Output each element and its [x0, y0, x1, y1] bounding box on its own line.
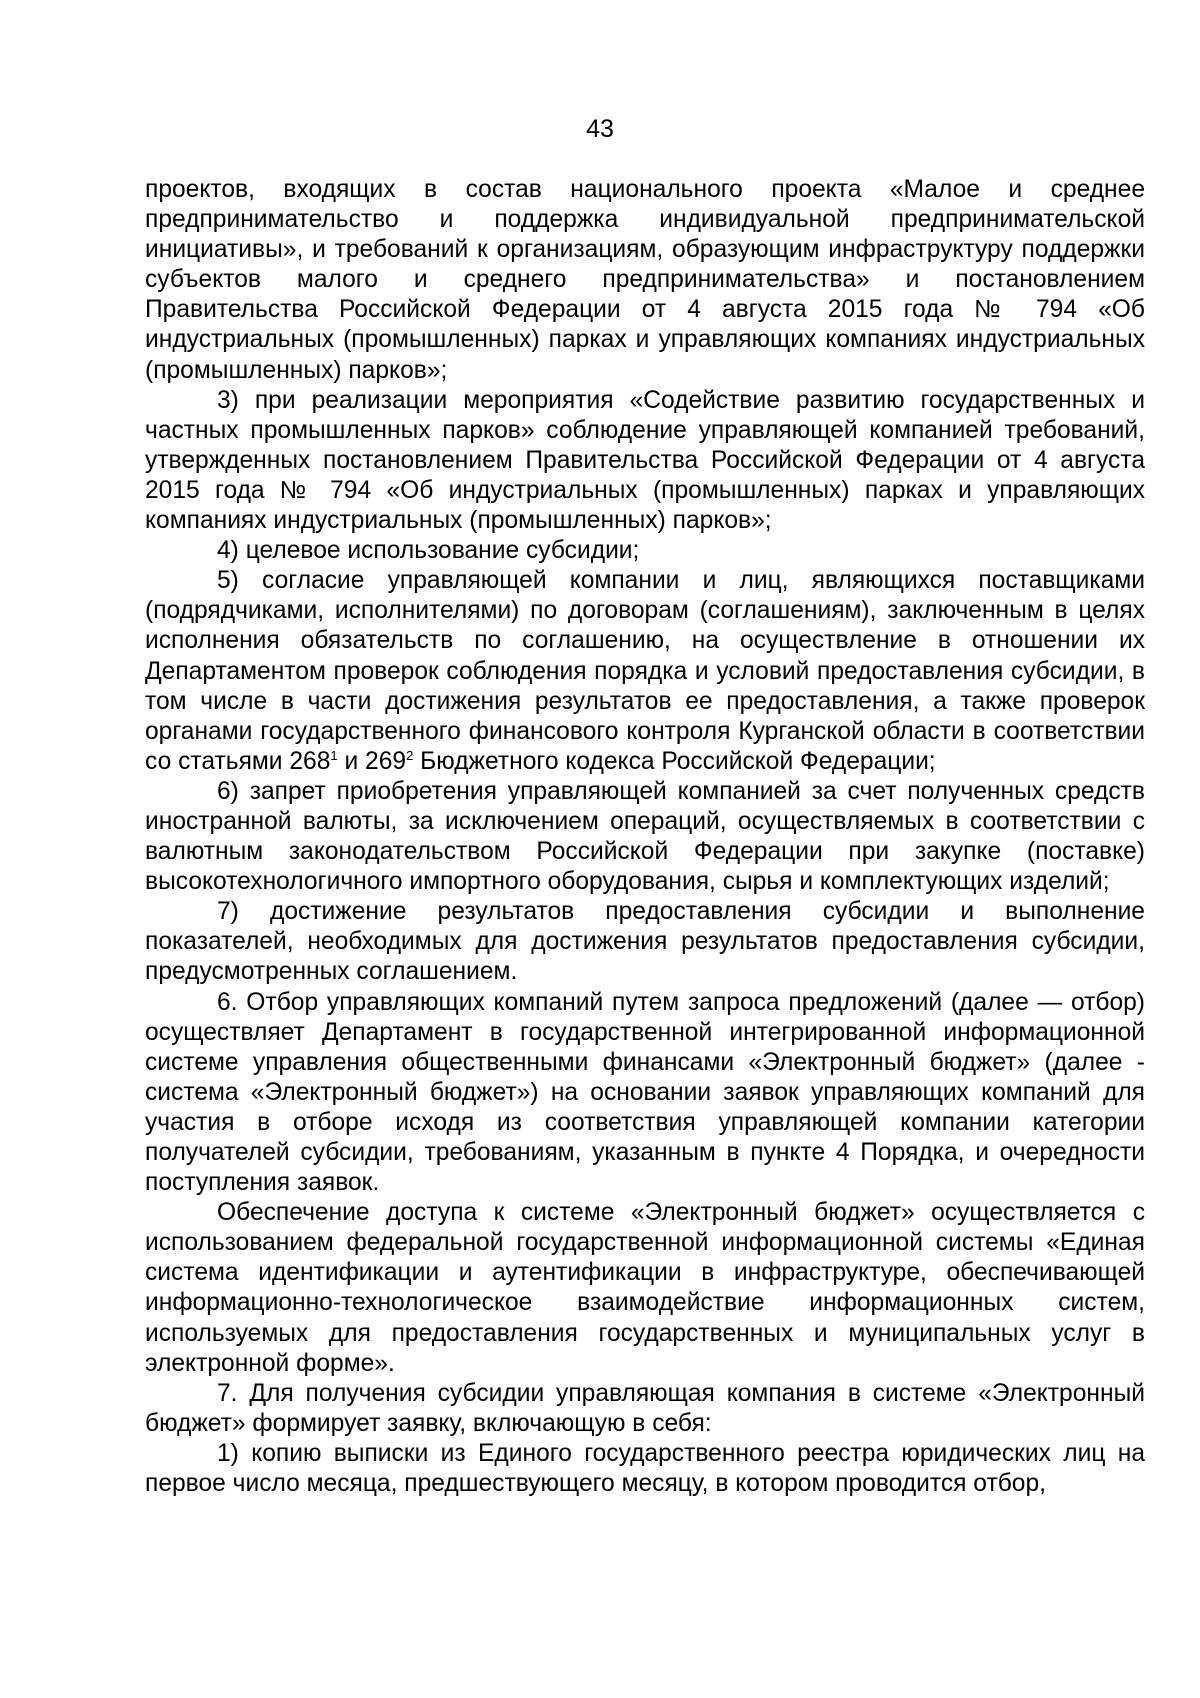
- paragraph-1: проектов, входящих в состав национального проекта «Малое и среднее предпринимательство и поддержка индивидуальной предпринимательской инициативы», и требований к организациям, образующим инфраструктуру поддержки субъектов малого и среднего предпринимательства» и постановлением Правительства Российской Федерации от 4 августа 2015 года № 794 «Об индустриальных (промышленных) парках и управляющих компаниях индустриальных (промышленных) парков»;: [145, 176, 1145, 384]
- paragraph-item-4: 4) целевое использование субсидии;: [217, 537, 640, 565]
- paragraph-section-7: 7. Для получения субсидии управляющая компания в системе «Электронный бюджет» формирует заявку, включающую в себя:: [145, 1379, 1145, 1437]
- paragraph-item-7: 7) достижение результатов предоставления субсидии и выполнение показателей, необходимых для достижения результатов предоставления субсидии, предусмотренных соглашением.: [145, 898, 1145, 986]
- article-269-superscript: 2: [406, 747, 414, 763]
- paragraph-item-5: [145, 566, 1145, 777]
- article-268-superscript: 1: [330, 747, 338, 763]
- paragraph-access: Обеспечение доступа к системе «Электронный бюджет» осуществляется с использованием федеральной государственной информационной системы «Единая система идентификации и аутентификации в инфраструктуре, обеспечивающей информационно-технологическое взаимодействие информационных систем, используемых для предоставления государственных и муниципальных услуг в электронной форме».: [145, 1199, 1145, 1377]
- paragraph-section-6: 6. Отбор управляющих компаний путем запроса предложений (далее — отбор) осуществляет Департамент в государственной интегрированной информационной системе управления общественными финансами «Электронный бюджет» (далее - система «Электронный бюджет») на основании заявок управляющих компаний для участия в отборе исходя из соответствия управляющей компании категории получателей субсидии, требованиям, указанным в пункте 4 Порядка, и очередности поступления заявок.: [145, 988, 1145, 1197]
- page-number: 43: [586, 115, 614, 143]
- paragraph-subitem-1: 1) копию выписки из Единого государственного реестра юридических лиц на первое число месяца, предшествующего месяцу, в котором проводится отбор,: [145, 1439, 1145, 1498]
- paragraph-item-5-tail: Бюджетного кодекса Российской Федерации;: [413, 747, 936, 775]
- paragraph-item-5-mid: и 269: [337, 747, 407, 775]
- paragraph-item-6: 6) запрет приобретения управляющей компанией за счет полученных средств иностранной валюты, за исключением операций, осуществляемых в соответствии с валютным законодательством Российской Федерации при закупке (поставке) высокотехнологичного импортного оборудования, сырья и комплектующих изделий;: [145, 777, 1145, 896]
- document-body: [145, 175, 1145, 1499]
- paragraph-item-3: 3) при реализации мероприятия «Содействие развитию государственных и частных промышленных парков» соблюдение управляющей компанией требований, утвержденных постановлением Правительства Российской Федерации от 4 августа 2015 года № 794 «Об индустриальных (промышленных) парках и управляющих компаниях индустриальных (промышленных) парков»;: [145, 386, 1145, 535]
- paragraph-item-5-text: 5) согласие управляющей компании и лиц, являющихся поставщиками (подрядчиками, исполнителями) по договорам (соглашениям), заключенным в целях исполнения обязательств по соглашению, на осуществление в отношении их Департаментом проверок соблюдения порядка и условий предоставления субсидии, в том числе в части достижения результатов ее предоставления, а также проверок органами государственного финансового контроля Курганской области в соответствии со статьями 268: [145, 567, 1145, 775]
